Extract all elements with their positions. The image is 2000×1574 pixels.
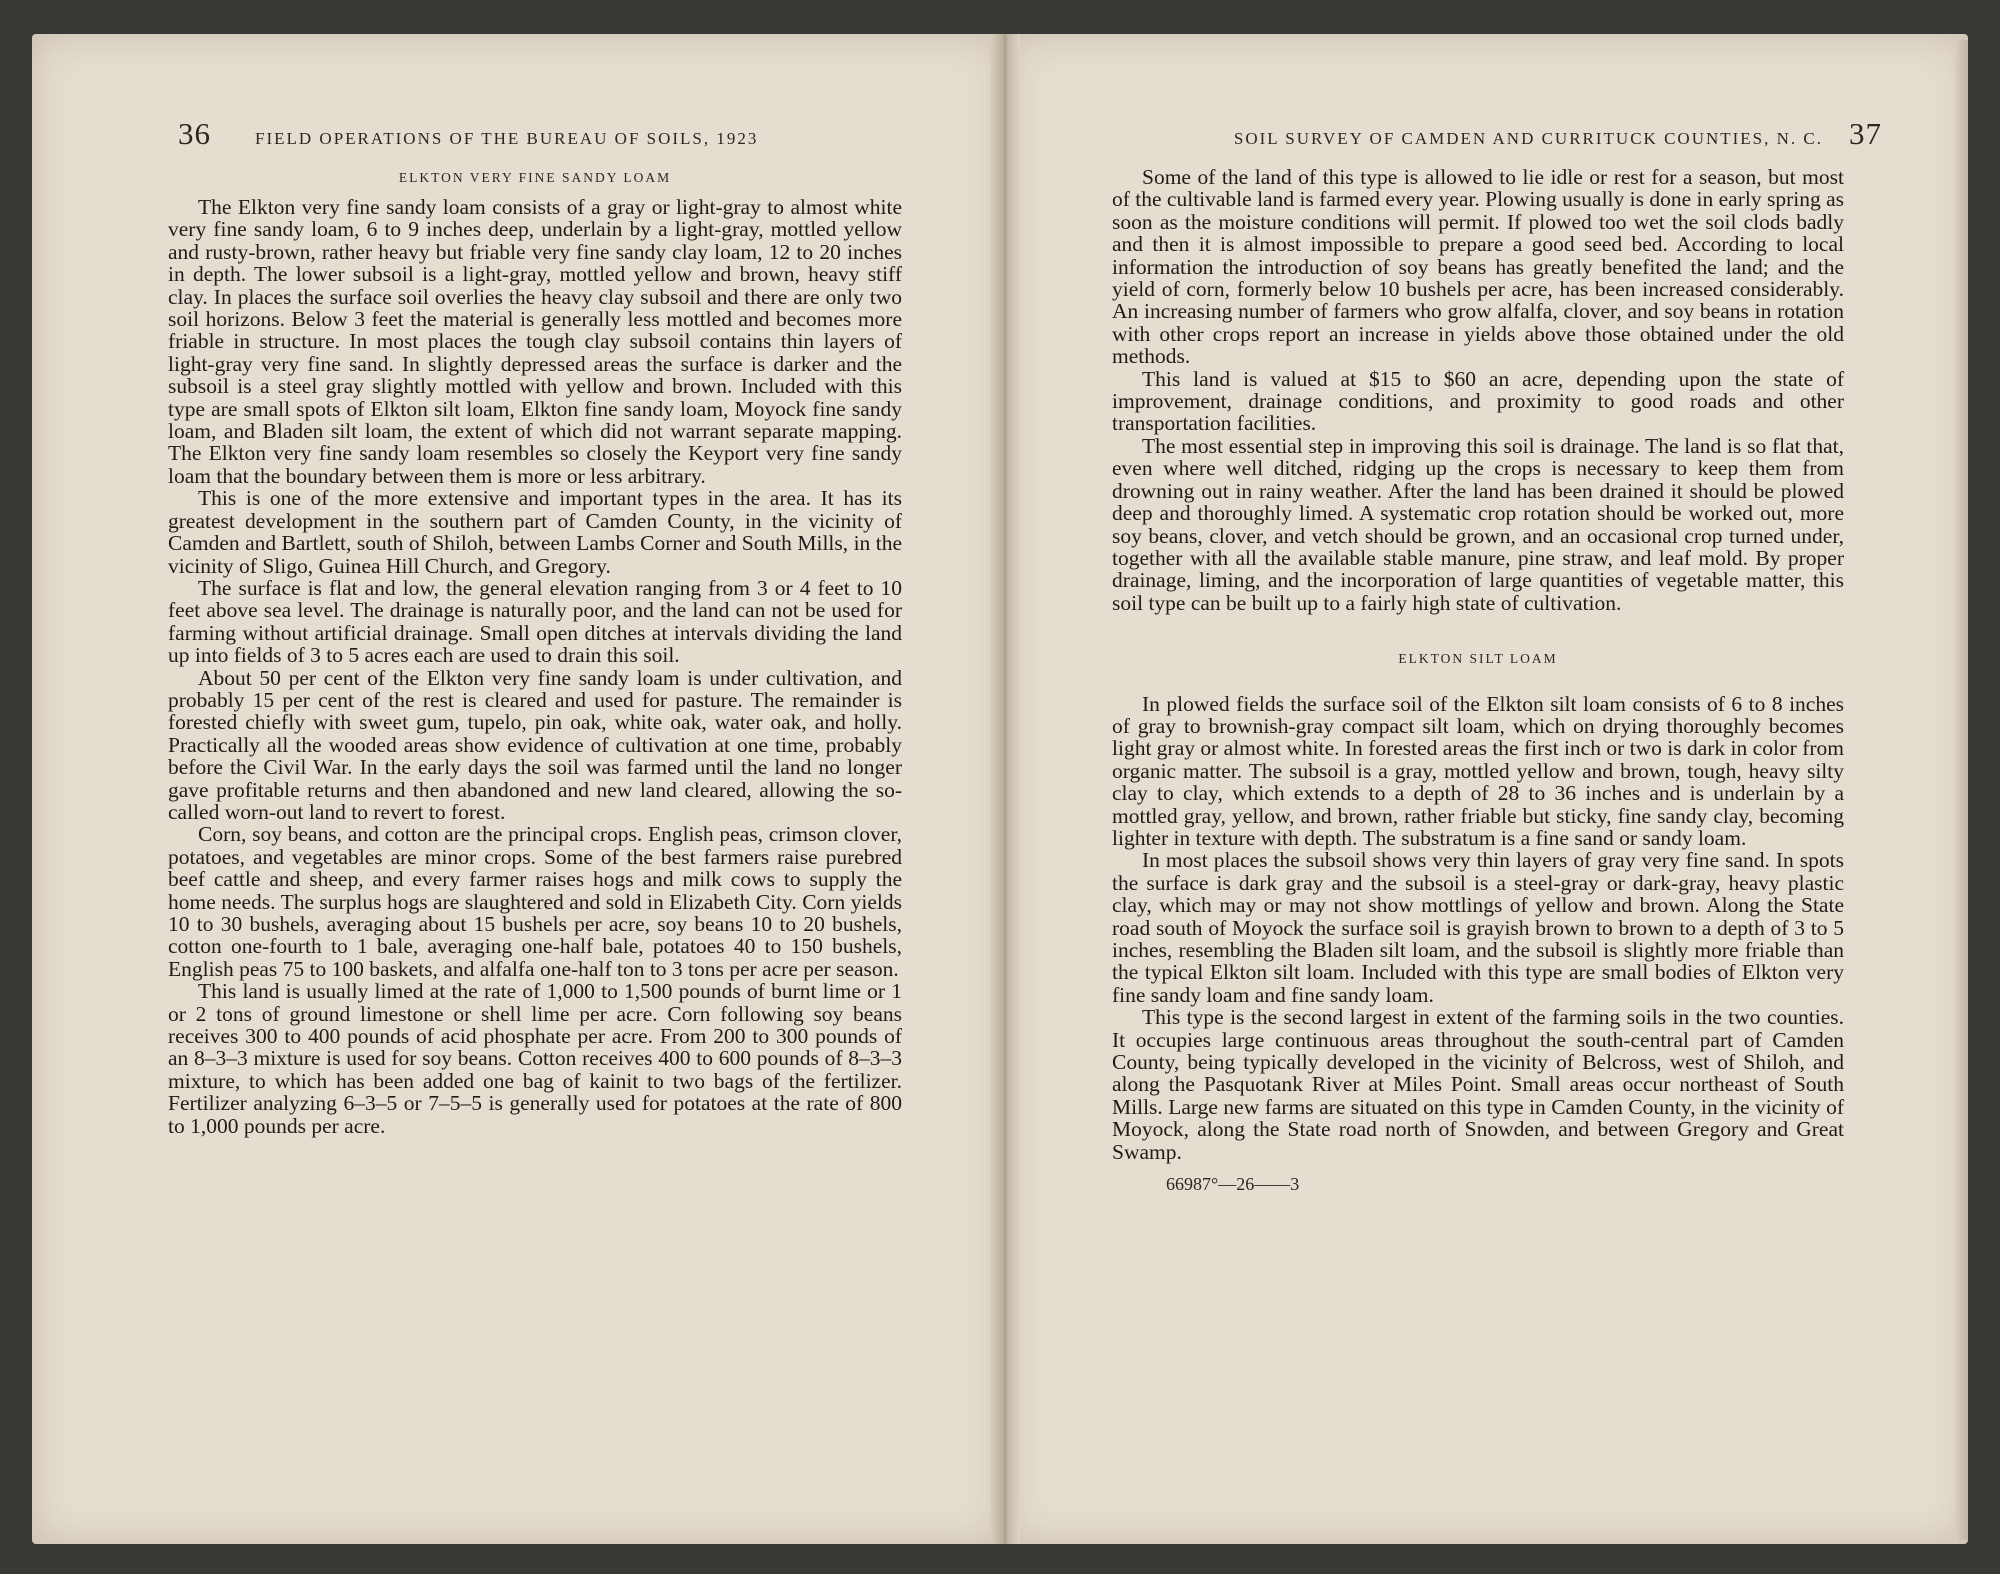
right-body-text <box>1112 166 1844 1195</box>
paragraph: Some of the land of this type is allowed to lie idle or rest for a season, but most of the cultivable land is farmed every year. Plowing usually is done in early spring as soon as the moisture conditions will permit. If plowed too wet the soil clods badly and then it is almost impossible to prepare a good seed bed. According to local information the introduction of soy beans has greatly benefited the land; and the yield of corn, formerly below 10 bushels per acre, has been increased considerably. An increasing number of farmers who grow alfalfa, clover, and soy beans in rotation with other crops report an increase in yields above those obtained under the old methods. <box>1112 165 1845 369</box>
paragraph: This type is the second largest in extent of the farming soils in the two counties. It occupies large continuous areas throughout the south-central part of Camden County, being typically developed in the vicinity of Belcross, west of Shiloh, and along the Pasquotank River at Miles Point. Small areas occur northeast of South Mills. Large new farms are situated on this type in Camden County, in the vicinity of Moyock, along the State road north of Snowden, and between Gregory and Great Swamp. <box>1112 1005 1844 1164</box>
paragraph: This land is valued at $15 to $60 an acre, depending upon the state of improvement, drainage conditions, and proximity to good roads and other transportation facilities. <box>1112 366 1844 436</box>
left-body-text <box>168 196 902 1137</box>
section-title: ELKTON SILT LOAM <box>1398 651 1558 667</box>
running-head-text: SOIL SURVEY OF CAMDEN AND CURRITUCK COUNTIES, N. C. <box>1233 129 1823 148</box>
book-gutter <box>990 34 1020 1544</box>
paragraph: The surface is flat and low, the general elevation ranging from 3 or 4 feet to 10 feet above sea level. The drainage is naturally poor, and the land can not be used for farming without artificial drainage. Small open ditches at intervals dividing the land up into fields of 3 to 5 acres each are used to drain this soil. <box>168 575 902 668</box>
paragraph: This land is usually limed at the rate of 1,000 to 1,500 pounds of burnt lime or 1 or 2 tons of ground limestone or shell lime per acre. Corn following soy beans receives 300 to 400 pounds of acid phosphate per acre. From 200 to 300 pounds of an 8–3–3 mixture is used for soy beans. Cotton receives 400 to 600 pounds of 8–3–3 mixture, to which has been added one bag of kainit to two bags of the fertilizer. Fertilizer analyzing 6–3–5 or 7–5–5 is generally used for potatoes at the rate of 800 to 1,000 pounds per acre. <box>168 979 902 1138</box>
paragraph: In most places the subsoil shows very thin layers of gray very fine sand. In spots the surface is dark gray and the subsoil is a steel-gray or dark-gray, heavy plastic clay, which may or may not show mottlings of yellow and brown. Along the State road south of Moyock the surface soil is grayish brown to brown to a depth of 3 to 5 inches, resembling the Bladen silt loam, and the subsoil is slightly more friable than the typical Elkton silt loam. Included with this type are small bodies of Elkton very fine sandy loam and fine sandy loam. <box>1112 848 1844 1007</box>
paragraph: The most essential step in improving this soil is drainage. The land is so flat that, even where well ditched, ridging up the crops is necessary to keep them from drowning out in rainy weather. After the land has been drained it should be plowed deep and thoroughly limed. A systematic crop rotation should be worked out, more soy beans, clover, and vetch should be grown, and an occasional crop turned under, together with all the available stable manure, pine straw, and leaf mold. By proper drainage, liming, and the incorporation of large quantities of vegetable matter, this soil type can be built up to a fairly high state of cultivation. <box>1112 433 1844 615</box>
paragraph: This is one of the more extensive and important types in the area. It has its greatest development in the southern part of Camden County, in the vicinity of Camden and Bartlett, south of Shiloh, between Lambs Corner and South Mills, in the vicinity of Sligo, Guinea Hill Church, and Gregory. <box>168 486 902 578</box>
page-number: 37 <box>1849 116 1882 151</box>
paragraph: The Elkton very fine sandy loam consists of a gray or light-gray to almost white very fine sandy loam, 6 to 9 inches deep, underlain by a light-gray, mottled yellow and rusty-brown, rather heavy but friable very fine sandy clay loam, 12 to 20 inches in depth. The lower subsoil is a light-gray, mottled yellow and brown, heavy stiff clay. In places the surface soil overlies the heavy clay subsoil and there are only two soil horizons. Below 3 feet the material is generally less mottled and becomes more friable in structure. In most places the tough clay subsoil contains thin layers of light-gray very fine sand. In slightly depressed areas the surface is darker and the subsoil is a steel gray slightly mottled with yellow and brown. Included with this type are small spots of Elkton silt loam, Elkton fine sandy loam, Moyock fine sandy loam, and Bladen silt loam, the extent of which did not warrant separate mapping. The Elkton very fine sandy loam resembles so closely the Keyport very fine sandy loam that the boundary between them is more or less arbitrary. <box>168 195 902 488</box>
section-title: ELKTON VERY FINE SANDY LOAM <box>398 170 672 185</box>
paragraph: In plowed fields the surface soil of the Elkton silt loam consists of 6 to 8 inches of gray to brownish-gray compact silt loam, which on drying thoroughly becomes light gray or almost white. In forested areas the first inch or two is dark in color from organic matter. The subsoil is a gray, mottled yellow and brown, tough, heavy silty clay to clay, which extends to a depth of 28 to 36 inches and is underlain by a mottled gray, yellow, and brown, rather friable but sticky, fine sandy clay, becoming lighter in texture with depth. The substratum is a fine sand or sandy loam. <box>1112 691 1844 850</box>
left-running-head <box>178 116 898 152</box>
running-head-text: FIELD OPERATIONS OF THE BUREAU OF SOILS, 1923 <box>255 129 759 148</box>
paragraph: Corn, soy beans, and cotton are the principal crops. English peas, crimson clover, potatoes, and vegetables are minor crops. Some of the best farmers raise purebred beef cattle and sheep, and every farmer raises hogs and milk cows to supply the home needs. The surplus hogs are slaughtered and sold in Elizabeth City. Corn yields 10 to 30 bushels, averaging about 15 bushels per acre, soy beans 10 to 20 bushels, cotton one-fourth to 1 bale, averaging one-half bale, potatoes 40 to 150 bushels, English peas 75 to 100 baskets, and alfalfa one-half ton to 3 tons per acre per season. <box>168 822 902 981</box>
right-running-head <box>1170 116 1882 152</box>
printer-footnote: 66987°—26——3 <box>1166 1174 1300 1195</box>
page-number: 36 <box>178 116 211 151</box>
paragraph: About 50 per cent of the Elkton very fine sandy loam is under cultivation, and probably 15 per cent of the rest is cleared and used for pasture. The remainder is forested chiefly with sweet gum, tupelo, pin oak, white oak, water oak, and holly. Practically all the wooded areas show evidence of cultivation at one time, probably before the Civil War. In the early days the soil was farmed until the land no longer gave profitable returns and then abandoned and new land cleared, allowing the so-called worn-out land to revert to forest. <box>168 665 902 824</box>
page-edge <box>1955 40 1968 1540</box>
